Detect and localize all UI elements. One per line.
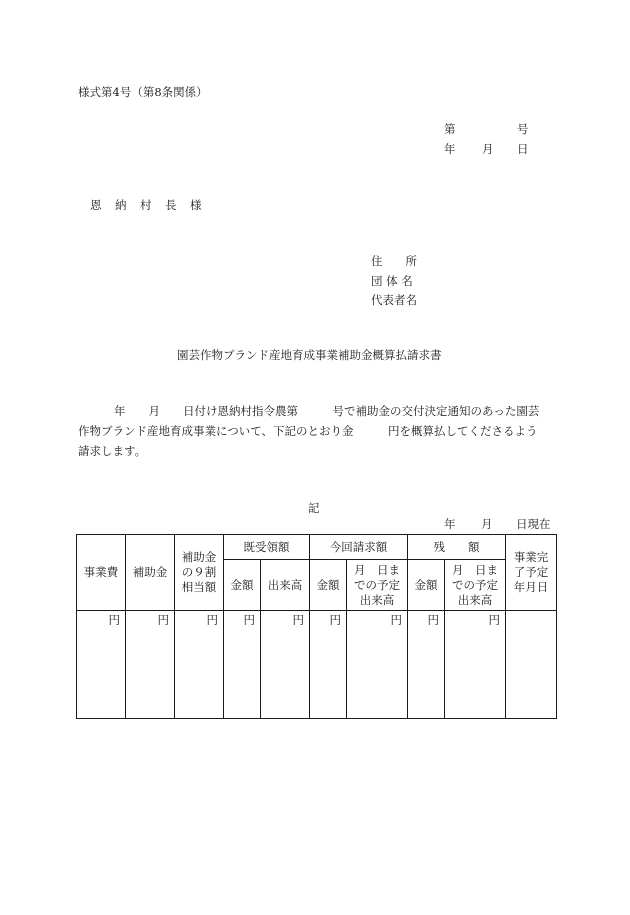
form-number: 様式第4号（第8条関係） bbox=[78, 85, 208, 99]
header-nine-tenths-text: 補助金の９割相当額 bbox=[181, 550, 217, 594]
header-kiju-kingaku: 金額 bbox=[224, 560, 261, 611]
addressee: 恩 納 村 長 様 bbox=[90, 198, 203, 212]
header-zan: 残 額 bbox=[408, 535, 506, 560]
header-konkai: 今回請求額 bbox=[310, 535, 408, 560]
ki-label: 記 bbox=[308, 501, 320, 515]
cell-zan-yotei: 円 bbox=[445, 611, 506, 719]
header-zan-yotei-text: 月 日までの予定出来高 bbox=[452, 562, 498, 607]
cell-hojokin: 円 bbox=[126, 611, 175, 719]
header-nine-tenths bbox=[175, 535, 224, 611]
applicant-rep-label: 代表者名 bbox=[371, 293, 417, 307]
header-hojokin: 補助金 bbox=[126, 535, 175, 611]
header-kiju: 既受領額 bbox=[224, 535, 310, 560]
cell-jigyouhi: 円 bbox=[77, 611, 126, 719]
doc-date-day: 日 bbox=[517, 142, 529, 156]
header-konkai-kingaku: 金額 bbox=[310, 560, 347, 611]
header-konkai-yotei-text: 月 日までの予定出来高 bbox=[354, 562, 400, 607]
header-kanryo-text: 事業完了予定年月日 bbox=[513, 550, 549, 594]
cell-kanryo bbox=[506, 611, 557, 719]
body-line-3: 請求します。 bbox=[78, 444, 147, 458]
cell-nine-tenths: 円 bbox=[175, 611, 224, 719]
document-title: 園芸作物ブランド産地育成事業補助金概算払請求書 bbox=[177, 348, 442, 362]
doc-number-prefix: 第 bbox=[444, 122, 456, 136]
header-zan-kingaku: 金額 bbox=[408, 560, 445, 611]
doc-date-month: 月 bbox=[482, 142, 494, 156]
header-zan-yotei bbox=[445, 560, 506, 611]
cell-zan-kingaku: 円 bbox=[408, 611, 445, 719]
claim-table bbox=[76, 534, 557, 719]
doc-number-suffix: 号 bbox=[517, 122, 529, 136]
applicant-group-label: 団 体 名 bbox=[371, 274, 413, 288]
header-jigyouhi: 事業費 bbox=[77, 535, 126, 611]
body-line-2: 作物ブランド産地育成事業について、下記のとおり金 円を概算払してくださるよう bbox=[78, 424, 538, 438]
header-kiju-dekidaka: 出来高 bbox=[261, 560, 310, 611]
header-konkai-yotei bbox=[347, 560, 408, 611]
header-kanryo bbox=[506, 535, 557, 611]
doc-date-year: 年 bbox=[444, 142, 456, 156]
cell-kiju-kingaku: 円 bbox=[224, 611, 261, 719]
cell-konkai-kingaku: 円 bbox=[310, 611, 347, 719]
as-of-year: 年 bbox=[444, 517, 456, 531]
cell-kiju-dekidaka: 円 bbox=[261, 611, 310, 719]
as-of-day: 日現在 bbox=[516, 517, 551, 531]
cell-konkai-yotei: 円 bbox=[347, 611, 408, 719]
as-of-month: 月 bbox=[481, 517, 493, 531]
body-line-1: 年 月 日付け恩納村指令農第 号で補助金の交付決定通知のあった園芸 bbox=[114, 404, 540, 418]
applicant-address-label: 住 所 bbox=[371, 254, 417, 268]
